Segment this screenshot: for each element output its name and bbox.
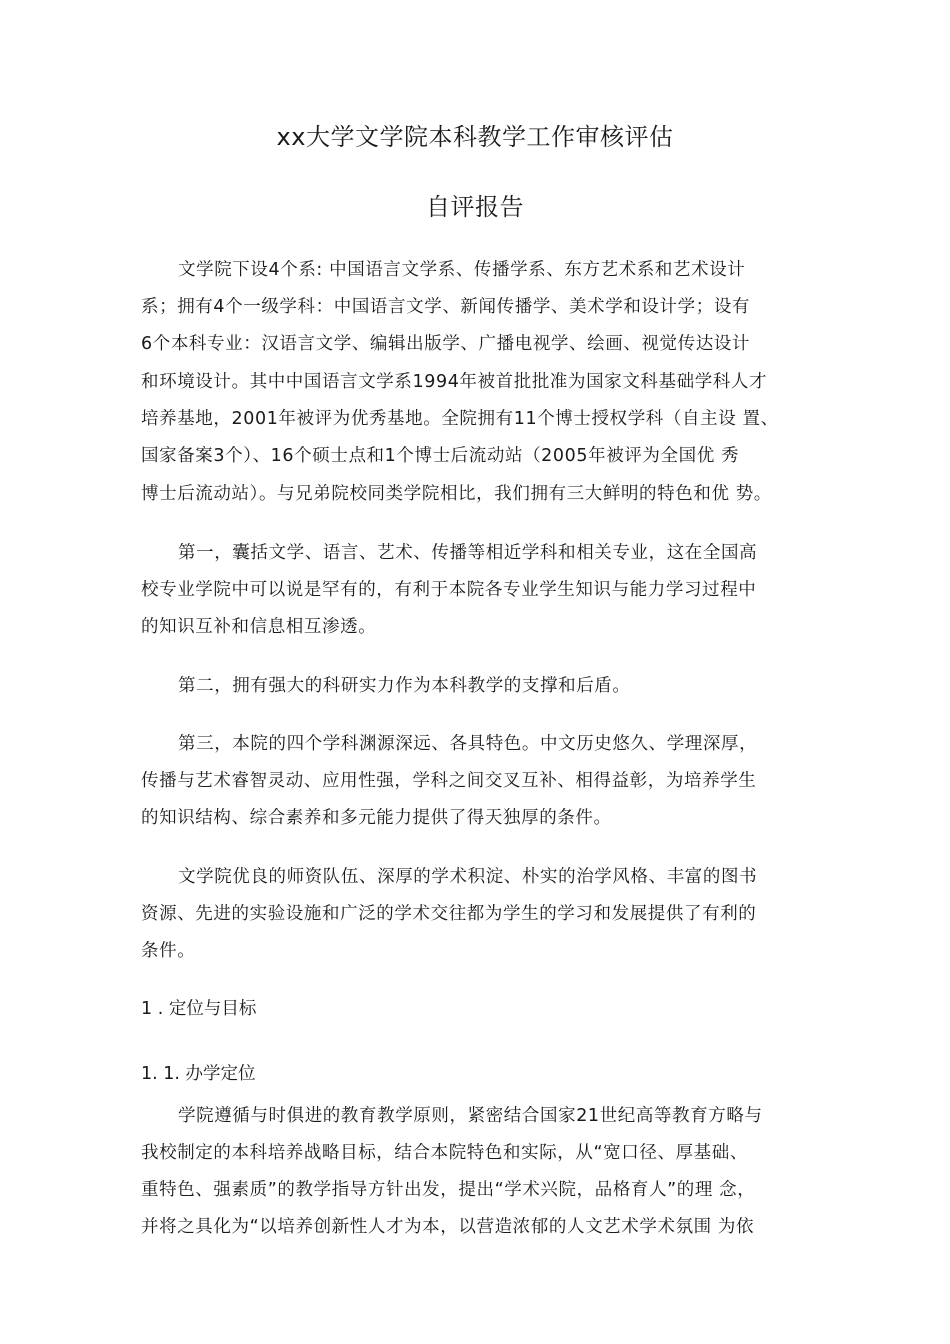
paragraph-line: 资源、先进的实验设施和广泛的学术交往都为学生的学习和发展提供了有利的 bbox=[141, 904, 757, 924]
paragraph-line: 学院遵循与时俱进的教育教学原则，紧密结合国家21世纪高等教育方略与 bbox=[178, 1106, 763, 1126]
paragraph-line: 博士后流动站）。与兄弟院校同类学院相比，我们拥有三大鲜明的特色和优 势。 bbox=[141, 484, 772, 504]
paragraph-line: 重特色、强素质”的教学指导方针出发，提出“学术兴院，品格育人”的理 念， bbox=[141, 1180, 756, 1200]
paragraph-line: 第一，囊括文学、语言、艺术、传播等相近学科和相关专业，这在全国高 bbox=[178, 543, 758, 563]
paragraph-line: 培养基地，2001年被评为优秀基地。全院拥有11个博士授权学科（自主设 置、 bbox=[141, 409, 779, 429]
document-subtitle: 自评报告 bbox=[426, 193, 524, 221]
paragraph-line: 条件。 bbox=[141, 941, 196, 961]
paragraph-line: 6个本科专业：汉语言文学、编辑出版学、广播电视学、绘画、视觉传达设计 bbox=[141, 334, 751, 354]
document-title: xx大学文学院本科教学工作审核评估 bbox=[276, 123, 674, 151]
paragraph-line: 和环境设计。其中中国语言文学系1994年被首批批准为国家文科基础学科人才 bbox=[141, 372, 768, 392]
section-heading: 1 . 定位与目标 bbox=[141, 999, 257, 1019]
paragraph-line: 文学院优良的师资队伍、深厚的学术积淀、朴实的治学风格、丰富的图书 bbox=[178, 867, 758, 887]
paragraph-line: 传播与艺术睿智灵动、应用性强，学科之间交叉互补、相得益彰，为培养学生 bbox=[141, 771, 757, 791]
paragraph-line: 并将之具化为“以培养创新性人才为本，以营造浓郁的人文艺术学术氛围 为依 bbox=[141, 1217, 755, 1237]
paragraph-line: 国家备案3个）、16个硕士点和1个博士后流动站（2005年被评为全国优 秀 bbox=[141, 446, 740, 466]
paragraph-line: 第三，本院的四个学科渊源深远、各具特色。中文历史悠久、学理深厚， bbox=[178, 734, 758, 754]
subsection-heading: 1. 1. 办学定位 bbox=[141, 1064, 256, 1084]
paragraph-line: 系；拥有4个一级学科：中国语言文学、新闻传播学、美术学和设计学；设有 bbox=[141, 297, 751, 317]
paragraph-line: 的知识结构、综合素养和多元能力提供了得天独厚的条件。 bbox=[141, 808, 612, 828]
paragraph-line: 校专业学院中可以说是罕有的，有利于本院各专业学生知识与能力学习过程中 bbox=[141, 580, 757, 600]
paragraph-line: 的知识互补和信息相互渗透。 bbox=[141, 617, 377, 637]
paragraph-line: 文学院下设4个系: 中国语言文学系、传播学系、东方艺术系和艺术设计 bbox=[178, 260, 746, 280]
paragraph-line: 第二，拥有强大的科研实力作为本科教学的支撑和后盾。 bbox=[178, 676, 631, 696]
paragraph-line: 我校制定的本科培养战略目标，结合本院特色和实际，从“宽口径、厚基础、 bbox=[141, 1143, 748, 1163]
